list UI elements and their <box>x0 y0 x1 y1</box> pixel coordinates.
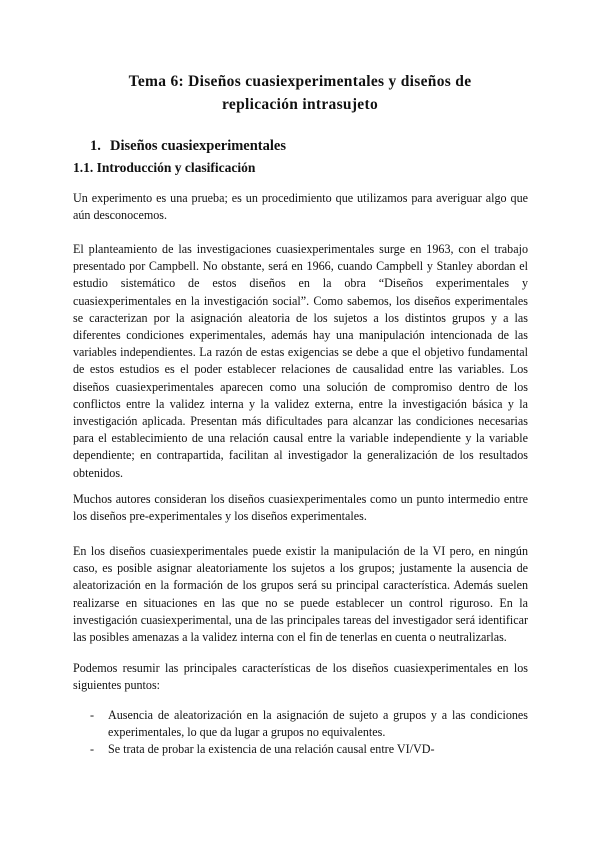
characteristics-list <box>73 707 528 759</box>
paragraph-3: Muchos autores consideran los diseños cuasiexperimentales como un punto intermedio entre los diseños pre-experimentales y los diseños experimentales. <box>73 492 528 524</box>
list-item-text: Ausencia de aleatorización en la asignación de sujeto a grupos y a las condiciones experimentales, lo que da lugar a grupos no equivalentes. <box>108 708 528 740</box>
list-item-text: Se trata de probar la existencia de una relación causal entre VI/VD- <box>108 742 435 757</box>
section-title: Diseños cuasiexperimentales <box>110 138 286 154</box>
paragraph-2: El planteamiento de las investigaciones cuasiexperimentales surge en 1963, con el trabajo presentado por Campbell. No obstante, será en 1966, cuando Campbell y Stanley abordan el estudio sistemático de estos diseños en la obra “Diseños experimentales y cuasiexperimentales en la investigación social”. Como sabemos, los diseños experimentales se caracterizan por la asignación aleatoria de los sujetos a los distintos grupos y a las diferentes condiciones experimentales, además hay una manipulación intencionada de las variables independientes. La razón de estas exigencias se debe a que el objetivo fundamental de estos estudios es el poder establecer relaciones de causalidad entre las variables. Los diseños cuasiexperimentales aparecen como una solución de compromiso dentro de los conflictos entre la validez interna y la validez externa, entre la investigación básica y la investigación aplicada. Presentan más dificultades para alcanzar las condiciones necesarias para el establecimiento de una relación causal entre la variable independiente y la variable dependiente; en contrapartida, facilitan al investigador la generalización de los resultados obtenidos. <box>73 242 528 480</box>
bullet-dash: - <box>90 708 95 722</box>
section-heading <box>90 136 286 156</box>
paragraph-1: Un experimento es una prueba; es un procedimiento que utilizamos para averiguar algo que aún desconocemos. <box>73 191 528 223</box>
bullet-dash: - <box>90 742 95 757</box>
paragraph-4: En los diseños cuasiexperimentales puede existir la manipulación de la VI pero, en ningún caso, es posible asignar aleatoriamente los sujetos a los grupos; justamente la ausencia de aleatorización en la formación de los grupos será su principal característica. Además suelen realizarse en situaciones en las que no se puede establecer un control riguroso. En la investigación cuasiexperimental, una de las principales tareas del investigador será identificar las posibles amenazas a la validez interna con el fin de tenerlas en cuenta o neutralizarlas. <box>73 544 528 645</box>
document-title: Tema 6: Diseños cuasiexperimentales y diseños de replicación intrasujeto <box>128 73 472 113</box>
list-item <box>73 741 528 758</box>
subsection-heading: 1.1. Introducción y clasificación <box>73 160 256 175</box>
paragraph-5: Podemos resumir las principales características de los diseños cuasiexperimentales en los siguientes puntos: <box>73 661 528 693</box>
list-item <box>73 707 528 741</box>
section-number: 1. <box>90 138 101 154</box>
